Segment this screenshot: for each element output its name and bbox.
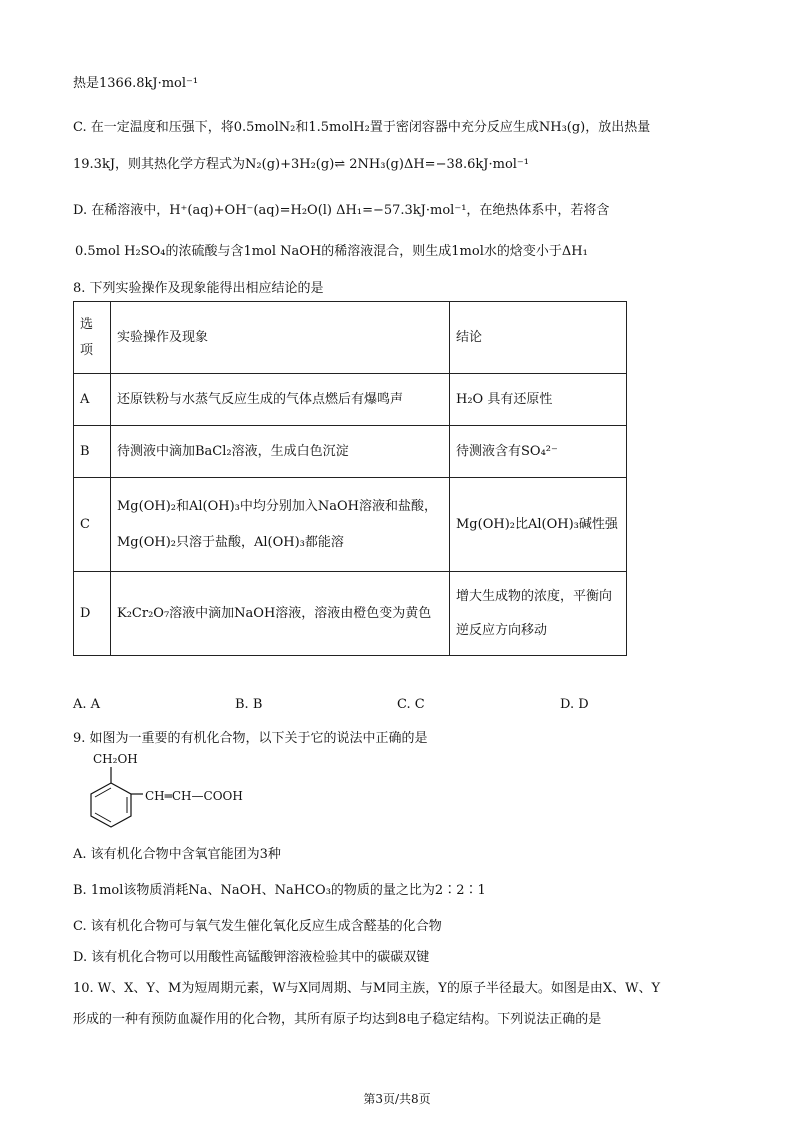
row-operation: Mg(OH)₂和Al(OH)₃中均分别加入NaOH溶液和盐酸，Mg(OH)₂只溶于盐酸，Al(OH)₃都能溶 [111,478,450,572]
header-operation: 实验操作及现象 [111,302,450,374]
q8-stem: 8. 下列实验操作及现象能得出相应结论的是 [73,281,324,296]
table-row [74,374,627,426]
q7-option-d-line2: 0.5mol H₂SO₄的浓硫酸与含1mol NaOH的稀溶液混合，则生成1mol水的焓变小于ΔH₁ [75,244,588,259]
side-chain: CH═CH—COOH [145,789,243,803]
q8-table [73,301,627,656]
choice-b: B. B [235,697,263,712]
row-conclusion: 待测液含有SO₄²⁻ [450,426,627,478]
row-conclusion: 增大生成物的浓度，平衡向逆反应方向移动 [450,572,627,656]
row-conclusion: H₂O 具有还原性 [450,374,627,426]
row-conclusion: Mg(OH)₂比Al(OH)₃碱性强 [450,478,627,572]
choice-a: A. A [73,697,101,712]
row-operation: 待测液中滴加BaCl₂溶液，生成白色沉淀 [111,426,450,478]
row-option: D [74,572,111,656]
row-option: B [74,426,111,478]
q9-option-c: C. 该有机化合物可与氧气发生催化氧化反应生成含醛基的化合物 [73,919,442,934]
page-footer: 第3页/共8页 [363,1092,431,1106]
q7-option-d-line1: D. 在稀溶液中，H⁺(aq)+OH⁻(aq)=H₂O(l) ΔH₁=−57.3kJ·mol⁻¹，在绝热体系中，若将含 [73,203,610,218]
row-option: C [74,478,111,572]
header-option: 选项 [74,302,111,374]
q9-option-d: D. 该有机化合物可以用酸性高锰酸钾溶液检验其中的碳碳双键 [73,950,430,965]
q9-option-a: A. 该有机化合物中含氧官能团为3种 [73,847,281,862]
table-header-row [74,302,627,374]
choice-d: D. D [560,697,589,712]
q10-line1: 10. W、X、Y、M为短周期元素，W与X同周期、与M同主族，Y的原子半径最大。如图是由X、W、Y [73,981,661,996]
q7-option-c-line1: C. 在一定温度和压强下，将0.5molN₂和1.5molH₂置于密闭容器中充分反应生成NH₃(g)，放出热量 [73,120,651,135]
table-row [74,572,627,656]
row-option: A [74,374,111,426]
q9-stem: 9. 如图为一重要的有机化合物，以下关于它的说法中正确的是 [73,731,428,746]
q10-line2: 形成的一种有预防血凝作用的化合物，其所有原子均达到8电子稳定结构。下列说法正确的是 [73,1012,602,1027]
q9-option-b: B. 1mol该物质消耗Na、NaOH、NaHCO₃的物质的量之比为2∶2∶1 [73,883,486,898]
row-operation: 还原铁粉与水蒸气反应生成的气体点燃后有爆鸣声 [111,374,450,426]
table-row [74,426,627,478]
table-row [74,478,627,572]
substituent-ch2oh: CH₂OH [93,752,138,766]
header-conclusion: 结论 [450,302,627,374]
q7-option-c-line2: 19.3kJ，则其热化学方程式为N₂(g)+3H₂(g)⇌ 2NH₃(g)ΔH=−38.6kJ·mol⁻¹ [73,157,530,172]
choice-c: C. C [397,697,425,712]
row-operation: K₂Cr₂O₇溶液中滴加NaOH溶液，溶液由橙色变为黄色 [111,572,450,656]
q7-b-tail: 热是1366.8kJ·mol⁻¹ [73,76,199,91]
